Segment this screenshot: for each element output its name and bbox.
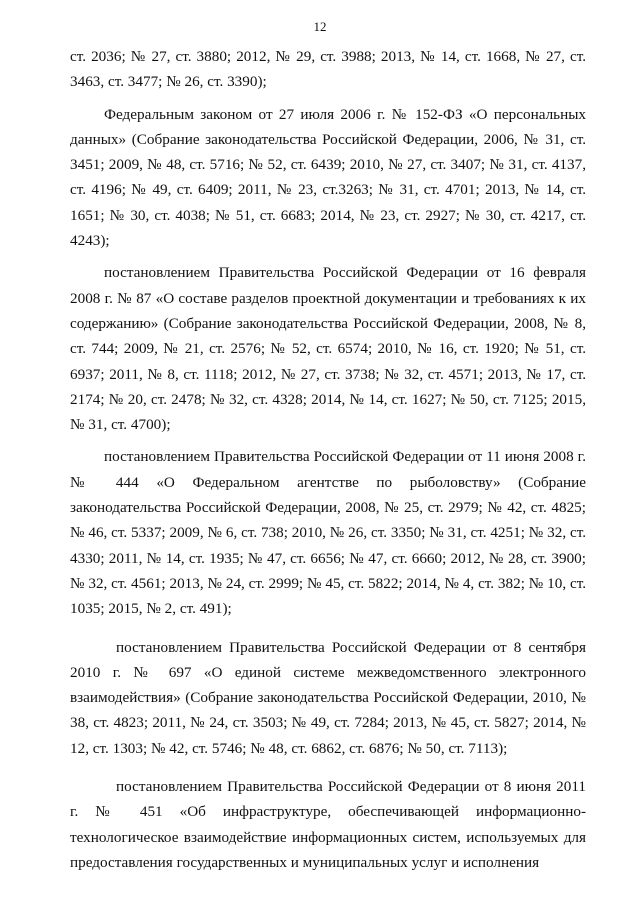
paragraph-decree-697: постановлением Правительства Российской Федерации от 8 сентября 2010 г. № 697 «О единой системе межведомственного электронного взаимодействия» (Собрание законодательства Российской Федерации, 2010, № 38, ст. 4823; 2011, № 24, ст. 3503; № 49, ст. 7284; 2013, № 45, ст. 5827; 2014, № 12, ст. 1303; № 42, ст. 5746; № 48, ст. 6862, ст. 6876; № 50, ст. 7113); — [70, 638, 586, 757]
paragraph-decree-444: постановлением Правительства Российской Федерации от 11 июня 2008 г. № 444 «О Федеральном агентстве по рыболовству» (Собрание законодательства Российской Федерации, 2008, № 25, ст. 2979; № 42, ст. 4825; № 46, ст. 5337; 2009, № 6, ст. 738; 2010, № 26, ст. 3350; № 31, ст. 4251; № 32, ст. 4330; 2011, № 14, ст. 1935; № 47, ст. 6656; № 47, ст. 6660; 2012, № 28, ст. 3900; № 32, ст. 4561; 2013, № 24, ст. 2999; № 45, ст. 5822; 2014, № 4, ст. 382; № 10, ст. 1035; 2015, № 2, ст. 491); — [70, 448, 586, 618]
page-number: 12 — [313, 19, 327, 34]
paragraph-continuation: ст. 2036; № 27, ст. 3880; 2012, № 29, ст. 3988; 2013, № 14, ст. 1668, № 27, ст. 3463, ст. 3477; № 26, ст. 3390); — [70, 48, 586, 91]
paragraph-decree-87: постановлением Правительства Российской Федерации от 16 февраля 2008 г. № 87 «О составе разделов проектной документации и требованиях к их содержанию» (Собрание законодательства Российской Федерации, 2008, № 8, ст. 744; 2009, № 21, ст. 2576; № 52, ст. 6574; 2010, № 16, ст. 1920; № 51, ст. 6937; 2011, № 8, ст. 1118; 2012, № 27, ст. 3738; № 32, ст. 4571; 2013, № 17, ст. 2174; № 20, ст. 2478; № 32, ст. 4328; 2014, № 14, ст. 1627; № 50, ст. 7125; 2015, № 31, ст. 4700); — [70, 264, 586, 434]
paragraph-federal-law-152: Федеральным законом от 27 июля 2006 г. № 152-ФЗ «О персональных данных» (Собрание законодательства Российской Федерации, 2006, № 31, ст. 3451; 2009, № 48, ст. 5716; № 52, ст. 6439; 2010, № 27, ст. 3407; № 31, ст. 4137, ст. 4196; № 49, ст. 6409; 2011, № 23, ст.3263; № 31, ст. 4701; 2013, № 14, ст. 1651; № 30, ст. 4038; № 51, ст. 6683; 2014, № 23, ст. 2927; № 30, ст. 4217, ст. 4243); — [70, 105, 586, 250]
paragraph-decree-451: постановлением Правительства Российской Федерации от 8 июня 2011 г. № 451 «Об инфраструктуре, обеспечивающей информационно-технологическое взаимодействие информационных систем, используемых для предоставления государственных и муниципальных услуг и исполнения — [70, 778, 586, 871]
document-body — [70, 44, 586, 875]
